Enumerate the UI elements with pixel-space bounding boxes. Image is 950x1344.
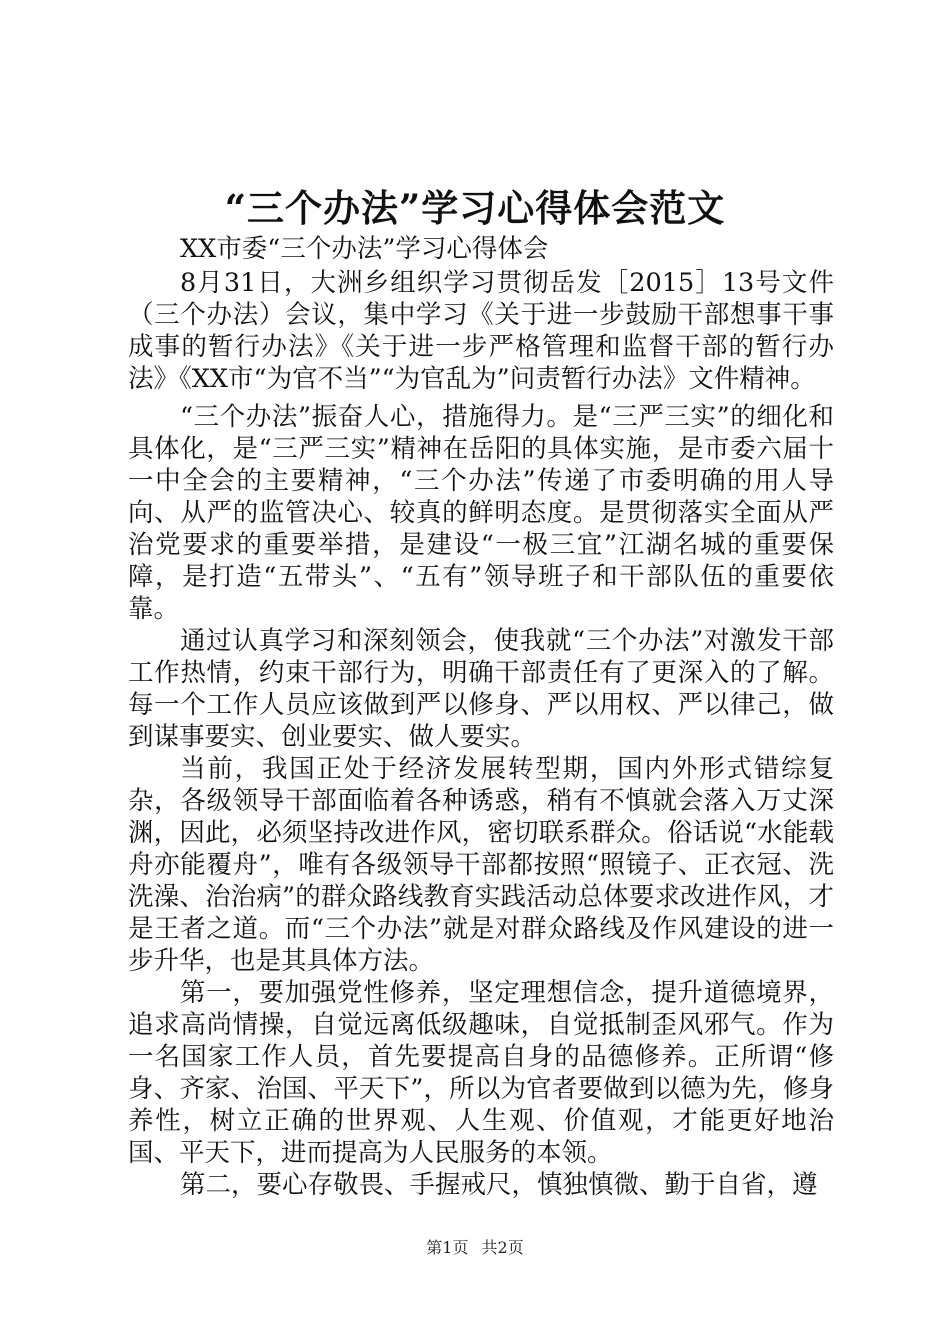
paragraph-subtitle: XX市委“三个办法”学习心得体会 (180, 234, 549, 264)
paragraph: 当前，我国正处于经济发展转型期，国内外形式错综复杂，各级领导干部面临着各种诱惑，稍有不慎就会落入万丈深渊，因此，必须坚持改进作风，密切联系群众。俗话说“水能载舟亦能覆舟”，唯有各级领导干部都按照“照镜子、正衣冠、洗洗澡、治治病”的群众路线教育实践活动总体要求改进作风，才是王者之道。而“三个办法”就是对群众路线及作风建设的进一步升华，也是其具体方法。 (128, 754, 834, 976)
paragraph: “三个办法”振奋人心，措施得力。是“三严三实”的细化和具体化，是“三严三实”精神在岳阳的具体实施，是市委六届十一中全会的主要精神，“三个办法”传递了市委明确的用人导向、从严的监管决心、较真的鲜明态度。是贯彻落实全面从严治党要求的重要举措，是建设“一极三宜”江湖名城的重要保障，是打造“五带头”、“五有”领导班子和干部队伍的重要依靠。 (128, 402, 834, 624)
paragraph: 第一，要加强党性修养，坚定理想信念，提升道德境界，追求高尚情操，自觉远离低级趣味，自觉抵制歪风邪气。作为一名国家工作人员，首先要提高自身的品德修养。正所谓“修身、齐家、治国、平天下”，所以为官者要做到以德为先，修身养性，树立正确的世界观、人生观、价值观，才能更好地治国、平天下，进而提高为人民服务的本领。 (128, 978, 834, 1168)
paragraph: 通过认真学习和深刻领会，使我就“三个办法”对激发干部工作热情，约束干部行为，明确干部责任有了更深入的了解。每一个工作人员应该做到严以修身、严以用权、严以律己，做到谋事要实、创业要实、做人要实。 (128, 626, 834, 752)
document-body (128, 233, 834, 1201)
page-footer (0, 1238, 950, 1258)
paragraph: 8月31日，大洲乡组织学习贯彻岳发［2015］13号文件（三个办法）会议，集中学习《关于进一步鼓励干部想事干事成事的暂行办法》《关于进一步严格管理和监督干部的暂行办法》《XX市“为官不当”“为官乱为”问责暂行办法》文件精神。 (128, 268, 834, 394)
page-number-current: 第1页 (426, 1238, 469, 1257)
document-title: “三个办法”学习心得体会范文 (224, 186, 726, 230)
paragraph: 第二，要心存敬畏、手握戒尺，慎独慎微、勤于自省，遵 (180, 1170, 818, 1200)
page-number-total: 共2页 (481, 1238, 524, 1257)
